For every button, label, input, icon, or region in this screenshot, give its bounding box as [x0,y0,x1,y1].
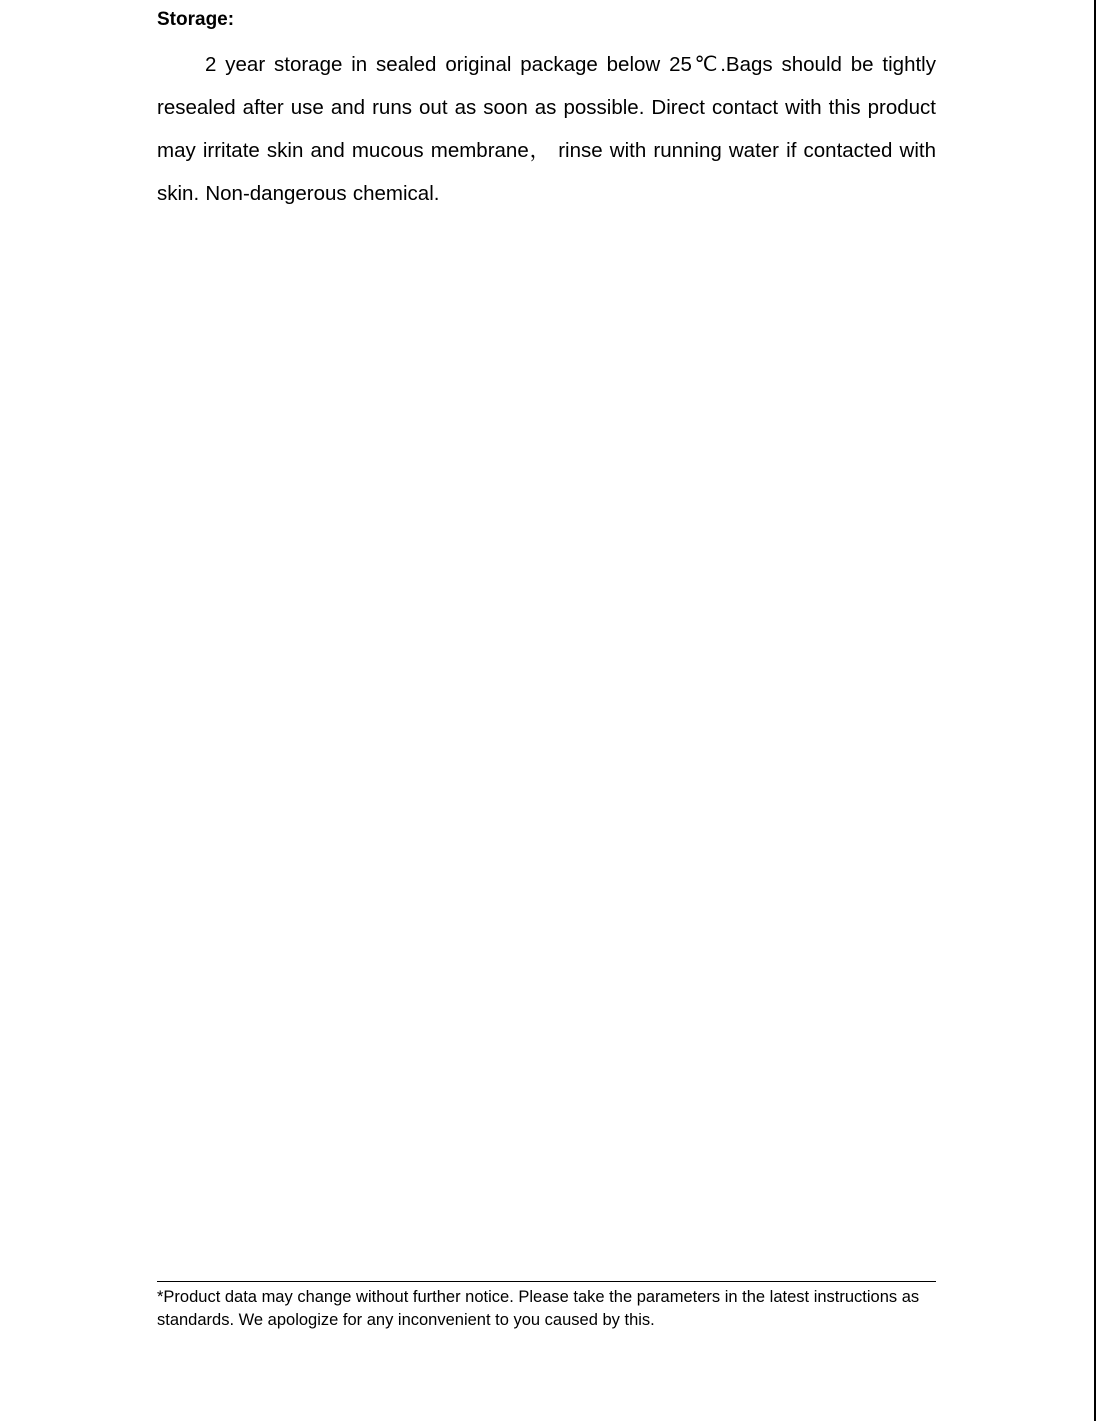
page-footer [157,1281,936,1332]
footer-divider [157,1281,936,1282]
storage-section-heading: Storage: [157,9,235,30]
footer-disclaimer: *Product data may change without further notice. Please take the parameters in the latest instructions as standards. We apologize for any inconvenient to you caused by this. [157,1288,920,1329]
page-edge-rule [1094,0,1096,1421]
document-content [157,0,936,215]
storage-section-paragraph: 2 year storage in sealed original package below 25℃.Bags should be tightly resealed after use and runs out as soon as possible. Direct contact with this product may irritate skin and mucous membrane， rinse with running water if contacted with skin. Non-dangerous chemical. [157,53,936,205]
